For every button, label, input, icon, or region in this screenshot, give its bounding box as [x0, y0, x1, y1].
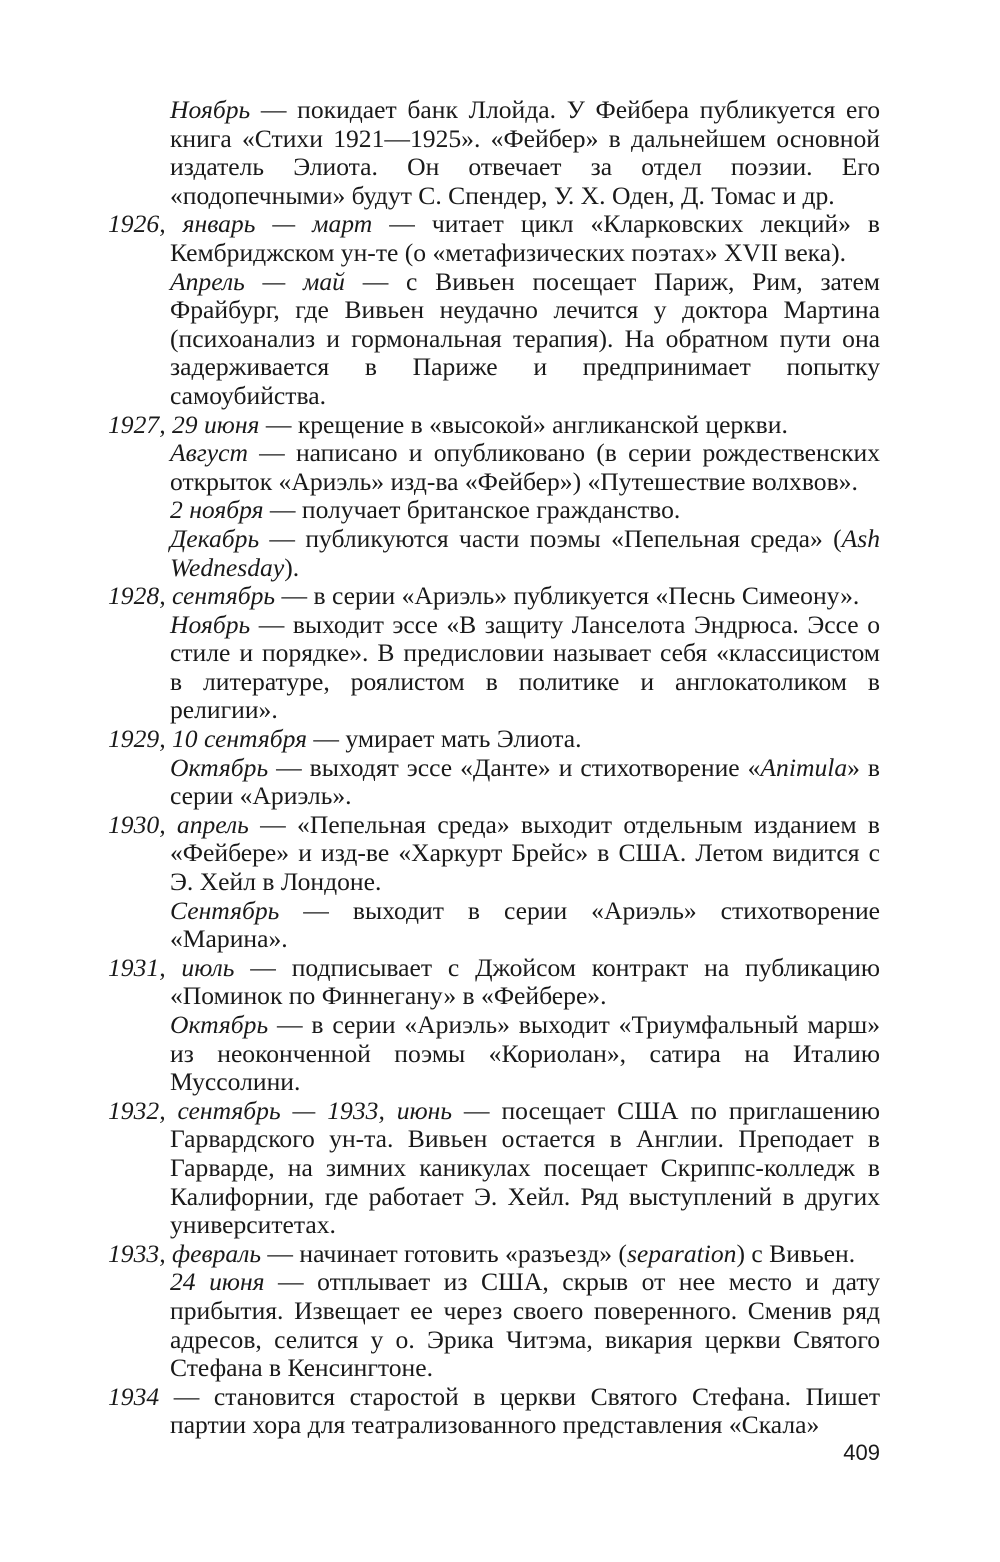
entry-1933-feb — [108, 1240, 880, 1269]
entry-1934 — [108, 1383, 880, 1440]
entry-1931-jul — [108, 954, 880, 1011]
entry-date: 1928, сентябрь — [108, 581, 276, 611]
entry-text: — начинает готовить «разъезд» ( — [261, 1238, 627, 1268]
entry-date: 1930, апрель — [108, 809, 249, 839]
entry-1931-oct — [108, 1011, 880, 1097]
entry-text: — читает цикл «Кларковских лекций» в Кембриджском ун-те (о «метафизических поэтах» XVII века). — [170, 209, 880, 267]
entry-date: Ноябрь — [170, 95, 251, 124]
entry-italic: separation — [626, 1238, 737, 1268]
entry-italic: Ash Wednesday — [170, 523, 880, 582]
entry-text: — публикуются части поэмы «Пепельная среда» ( — [259, 523, 842, 553]
entry-text: — выходит эссе «В защиту Ланселота Эндрюса. Эссе о стиле и порядке». В предисловии называет себя «классицистом в литературе, роялистом в политике и англокатоликом в религии». — [170, 609, 880, 725]
entry-1926-apr — [108, 268, 880, 411]
entry-text: — в серии «Ариэль» выходит «Триумфальный марш» из неоконченной поэмы «Кориолан», сатира на Италию Муссолини. — [170, 1010, 880, 1097]
entry-text: — с Вивьен посещает Париж, Рим, затем Фрайбург, где Вивьен неудачно лечится у доктора Мартина (психоанализ и гормональная терапия). На обратном пути она задерживается в Париже и предпринимает попытку самоубийства. — [170, 266, 880, 410]
entry-date: Октябрь — [170, 1010, 269, 1039]
entry-text: — умирает мать Элиота. — [306, 724, 582, 754]
entry-november-1925 — [108, 96, 880, 210]
page-number: 409 — [843, 1440, 880, 1465]
entry-1927-nov — [108, 496, 880, 525]
entry-text: — «Пепельная среда» выходит отдельным изданием в «Фейбере» и изд-ве «Харкурт Брейс» в США. Летом видится с Э. Хейл в Лондоне. — [170, 809, 880, 897]
entry-1929-sep — [108, 725, 880, 754]
entry-date: Октябрь — [170, 752, 269, 782]
entry-date: 1931, июль — [108, 952, 235, 982]
entry-date: 1934 — [108, 1381, 160, 1411]
entry-text: — в серии «Ариэль» публикуется «Песнь Симеону». — [275, 581, 860, 611]
entry-text: — крещение в «высокой» англиканской церкви. — [259, 409, 788, 439]
entry-text-end: ). — [284, 552, 300, 582]
entry-1933-jun — [108, 1268, 880, 1382]
entry-date: 1933, февраль — [108, 1238, 262, 1268]
entry-1929-oct — [108, 754, 880, 811]
entry-date: Сентябрь — [170, 895, 280, 925]
entry-1930-sep — [108, 897, 880, 954]
chronology-text — [108, 96, 880, 1440]
entry-date: 1926, январь — март — [108, 209, 373, 239]
entry-date: Декабрь — [170, 523, 260, 553]
entry-text: — посещает США по приглашению Гарвардского ун-та. Вивьен остается в Англии. Преподает в Гарварде, на зимних каникулах посещает Скриппс-колледж в Калифорнии, где работает Э. Хейл. Ряд выступлений в других университетах. — [170, 1095, 881, 1240]
entry-date: 2 ноября — [170, 495, 264, 525]
entry-1927-aug — [108, 439, 880, 496]
entry-text: — отплывает из США, скрыв от нее место и дату прибытия. Извещает ее через своего поверенного. Сменив ряд адресов, селится у о. Эрика Читэма, викария церкви Святого Стефана в Кенсингтоне. — [170, 1267, 880, 1383]
entry-1926-jan — [108, 210, 880, 267]
entry-date: Ноябрь — [170, 609, 251, 639]
entry-date: Август — [170, 438, 248, 468]
entry-date: Апрель — май — [170, 266, 345, 296]
entry-text: — выходят эссе «Данте» и стихотворение « — [268, 752, 761, 782]
entry-text-end: ) с Вивьен. — [736, 1238, 856, 1268]
entry-text: — становится старостой в церкви Святого Стефана. Пишет партии хора для театрализованного представления «Скала» — [159, 1381, 880, 1440]
entry-date: 24 июня — [170, 1267, 265, 1297]
entry-text: — написано и опубликовано (в серии рождественских открыток «Ариэль» изд-ва «Фейбер») «Путешествие волхвов». — [170, 438, 880, 496]
entry-1932-sep — [108, 1097, 880, 1240]
entry-text: — получает британское гражданство. — [263, 495, 681, 525]
entry-1927-jun — [108, 411, 880, 440]
entry-1928-nov — [108, 611, 880, 725]
entry-text: — подписывает с Джойсом контракт на публикацию «Поминок по Финнегану» в «Фейбере». — [170, 952, 880, 1011]
entry-text-end: » в серии «Ариэль». — [170, 752, 880, 811]
entry-text: — выходит в серии «Ариэль» стихотворение «Марина». — [170, 895, 880, 954]
entry-italic: Animula — [760, 752, 848, 782]
entry-1928-sep — [108, 582, 880, 611]
entry-date: 1927, 29 июня — [108, 409, 260, 439]
entry-date: 1932, сентябрь — 1933, июнь — [108, 1095, 452, 1125]
entry-text: — покидает банк Ллойда. У Фейбера публикуется его книга «Стихи 1921—1925». «Фейбер» в дальнейшем основной издатель Элиота. Он отвечает за отдел поэзии. Его «подопечными» будут С. Спендер, У. Х. Оден, Д. Томас и др. — [170, 95, 880, 210]
entry-date: 1929, 10 сентября — [108, 724, 307, 754]
entry-1927-dec — [108, 525, 880, 582]
entry-1930-apr — [108, 811, 880, 897]
